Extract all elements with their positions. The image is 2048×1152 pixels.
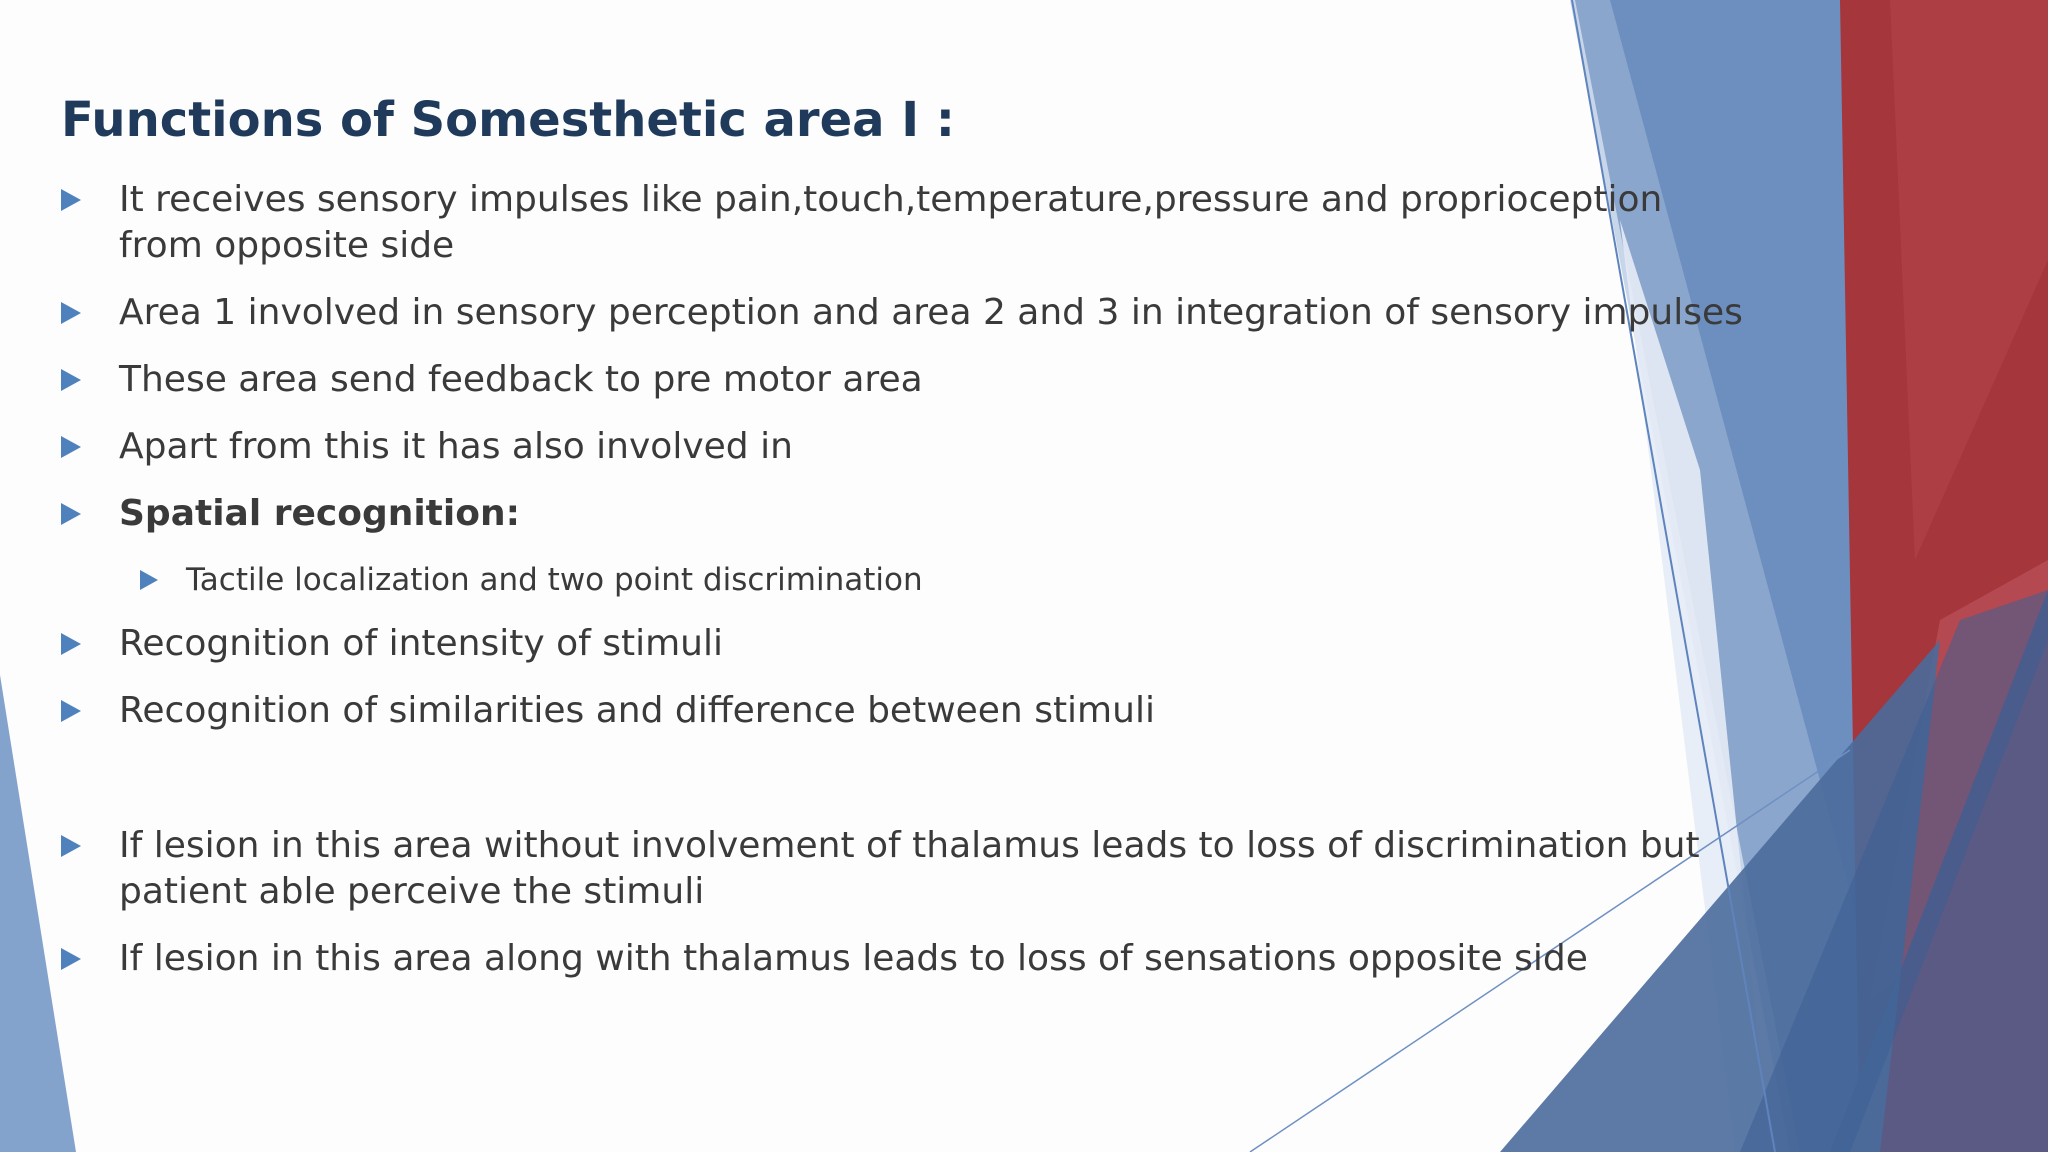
bullet-item-9 (61, 936, 1749, 982)
bullet-text: Area 1 involved in sensory perception and area 2 and 3 in integration of sensory impulses (119, 292, 1743, 333)
triangle-bullet-icon (61, 688, 81, 734)
bullet-text: Tactile localization and two point discrimination (186, 562, 923, 598)
bullet-text: Apart from this it has also involved in (119, 426, 793, 467)
triangle-bullet-icon (140, 560, 158, 600)
triangle-bullet-icon (61, 424, 81, 470)
triangle-bullet-icon (61, 290, 81, 336)
triangle-bullet-icon (61, 357, 81, 403)
triangle-bullet-icon (61, 823, 81, 869)
bullet-text: Spatial recognition: (119, 493, 520, 534)
bullet-item-6 (61, 621, 1749, 667)
triangle-bullet-icon (61, 177, 81, 223)
sub-bullet-item-1 (140, 560, 1816, 600)
slide-title: Functions of Somesthetic area I : (61, 92, 955, 148)
triangle-bullet-icon (61, 621, 81, 667)
bullet-text: Recognition of similarities and difference between stimuli (119, 690, 1155, 731)
bullet-item-3 (61, 357, 1749, 403)
bullet-text: These area send feedback to pre motor area (119, 359, 923, 400)
bullet-item-2 (61, 290, 1749, 336)
bullet-item-5 (61, 491, 1749, 537)
bullet-item-7 (61, 688, 1749, 734)
bullet-item-1 (61, 177, 1749, 269)
bullet-text: It receives sensory impulses like pain,touch,temperature,pressure and proprioception from opposite side (119, 179, 1663, 266)
bullet-text: If lesion in this area without involvement of thalamus leads to loss of discrimination but patient able perceive the stimuli (119, 825, 1700, 912)
bullet-text: If lesion in this area along with thalamus leads to loss of sensations opposite side (119, 938, 1588, 979)
bullet-item-8 (61, 823, 1749, 915)
triangle-bullet-icon (61, 936, 81, 982)
bullet-item-4 (61, 424, 1749, 470)
bullet-text: Recognition of intensity of stimuli (119, 623, 724, 664)
triangle-bullet-icon (61, 491, 81, 537)
